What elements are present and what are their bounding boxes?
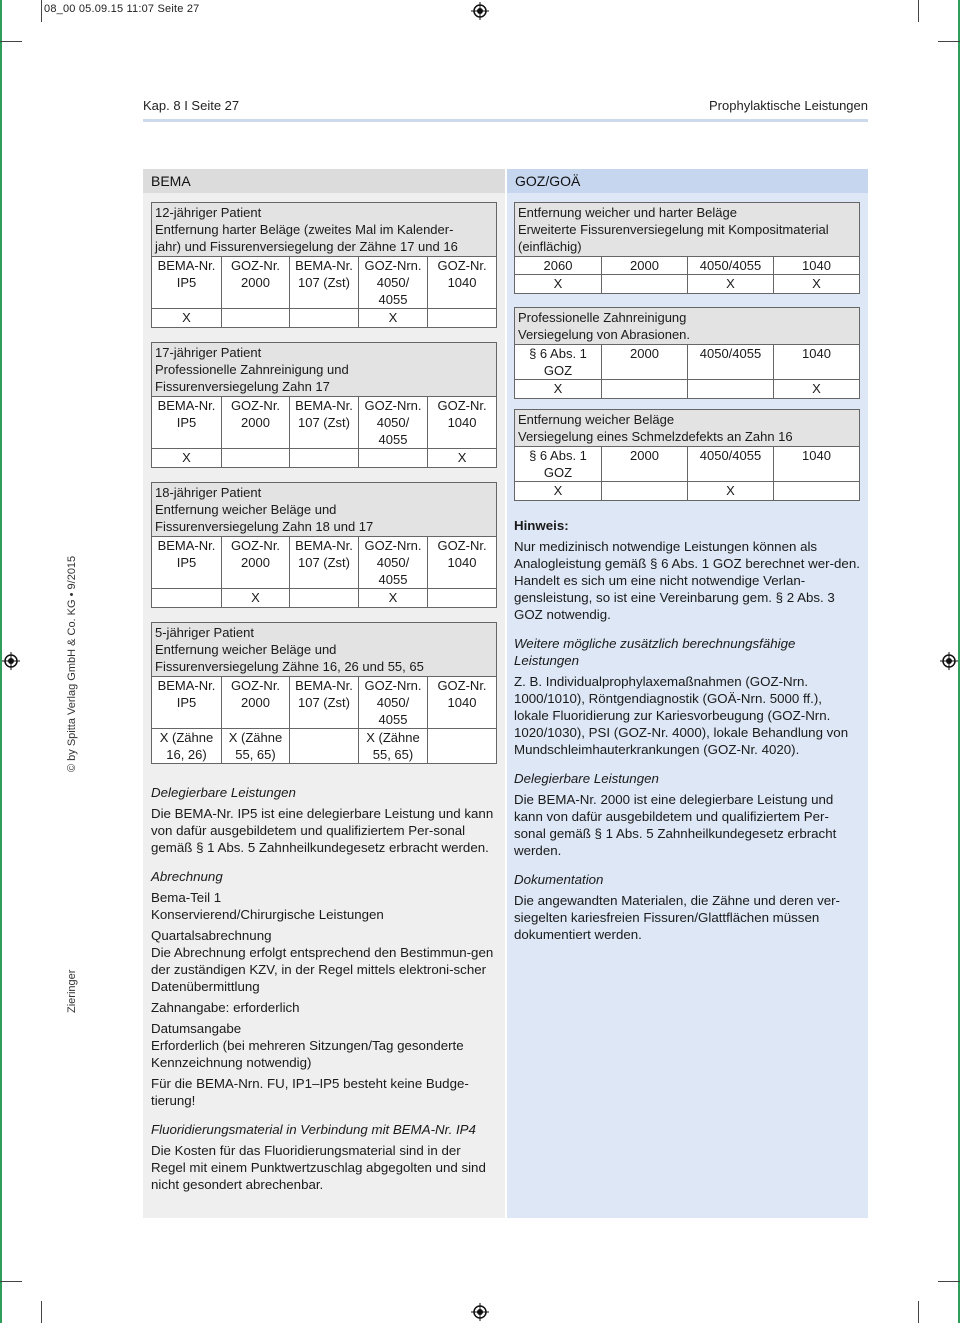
- mark-cell: X: [152, 449, 222, 468]
- cell-line: BEMA-Nr.: [157, 538, 216, 553]
- code-cell: 1040: [774, 447, 860, 482]
- fluoride-text: Die Kosten für das Fluoridierungsmaterial sind in der Regel mit einem Punktwertzuschlag abgegolten und sind nicht gesondert abrechenbar.: [151, 1143, 486, 1192]
- cell-line: 107 (Zst): [297, 415, 350, 430]
- code-cell: 1040: [774, 345, 860, 380]
- cell-line: 2000: [241, 415, 270, 430]
- author-name: Zieringer: [66, 969, 78, 1013]
- header-divider: [143, 119, 868, 122]
- cell-line: Professionelle Zahnreinigung: [518, 310, 687, 325]
- goz-table-2: [514, 307, 860, 399]
- cell-line: 2000: [241, 695, 270, 710]
- cell-line: 4055: [378, 572, 408, 587]
- mark-cell: X: [359, 589, 428, 608]
- mark-cell: [428, 309, 497, 328]
- code-header-cell: [222, 257, 290, 309]
- cell-line: 4050/: [376, 555, 410, 570]
- mark-cell: X: [774, 275, 860, 294]
- cell-line: Fissurenversiegelung Zähne 16, 26 und 55, 65: [155, 659, 424, 674]
- cell-line: GOZ-Nrn.: [364, 678, 422, 693]
- goz-table-3: [514, 409, 860, 501]
- registration-mark-icon: [471, 2, 489, 20]
- billing-line: Bema-Teil 1: [151, 890, 222, 905]
- cell-line: Entfernung weicher Beläge und: [155, 642, 337, 657]
- mark-cell: [428, 729, 497, 764]
- mark-cell: [688, 380, 774, 399]
- case-title: [152, 623, 497, 677]
- code-header-cell: [428, 257, 497, 309]
- code-header-cell: [152, 257, 222, 309]
- case-title: [152, 483, 497, 537]
- billing-line: Quartalsabrechnung: [151, 928, 272, 943]
- code-header-cell: [152, 677, 222, 729]
- code-header-cell: [359, 257, 428, 309]
- cell-line: Entfernung weicher Beläge: [518, 412, 675, 427]
- cell-line: 4050/: [376, 275, 410, 290]
- cell-line: 2000: [241, 275, 270, 290]
- code-cell: 2000: [602, 257, 688, 275]
- cell-line: IP5: [176, 695, 197, 710]
- mark-cell: X (Zähne 55, 65): [222, 729, 290, 764]
- note-text: Nur medizinisch notwendige Leistungen können als Analogleistung gemäß § 6 Abs. 1 GOZ berechnet wer-den. Handelt es sich um eine nicht notwendige Verlan-gensleistung, so ist eine Vereinbarung gem. § 2 Abs. 3 GOZ notwendig.: [514, 539, 860, 622]
- code-cell: 2060: [515, 257, 602, 275]
- cell-line: 4055: [378, 292, 408, 307]
- mark-cell: X: [222, 589, 290, 608]
- cell-line: 1040: [447, 275, 477, 290]
- mark-cell: X (Zähne 16, 26): [152, 729, 222, 764]
- mark-cell: X (Zähne 55, 65): [359, 729, 428, 764]
- billing-line: Zahnangabe: erforderlich: [151, 1000, 300, 1015]
- registration-mark-icon: [471, 1303, 489, 1321]
- page-header-left: Kap. 8 I Seite 27: [143, 98, 240, 113]
- code-header-cell: [222, 397, 290, 449]
- mark-cell: X: [515, 482, 602, 501]
- mark-cell: [602, 275, 688, 294]
- cell-line: GOZ-Nr.: [437, 538, 487, 553]
- crop-mark: [938, 1281, 960, 1282]
- code-header-cell: [152, 397, 222, 449]
- right-text-section: [514, 517, 860, 947]
- case-title: [152, 343, 497, 397]
- cell-line: 12-jähriger Patient: [155, 205, 262, 220]
- cell-line: 4050/: [376, 695, 410, 710]
- code-cell: 2000: [602, 447, 688, 482]
- crop-mark: [0, 41, 22, 42]
- mark-cell: [290, 589, 359, 608]
- code-cell: 2000: [602, 345, 688, 380]
- code-header-cell: [359, 677, 428, 729]
- code-cell: 4050/4055: [688, 345, 774, 380]
- registration-mark-icon: [940, 652, 958, 670]
- mark-cell: [428, 589, 497, 608]
- documentation-heading: Dokumentation: [514, 872, 604, 887]
- crop-mark: [918, 1301, 919, 1323]
- delegable-heading: Delegierbare Leistungen: [514, 771, 659, 786]
- cell-line: GOZ-Nr.: [230, 258, 281, 273]
- fluoride-heading: Fluoridierungsmaterial in Verbindung mit BEMA-Nr. IP4: [151, 1122, 476, 1137]
- code-header-cell: [222, 677, 290, 729]
- cell-line: Versiegelung eines Schmelzdefekts an Zahn 16: [518, 429, 793, 444]
- cell-line: 5-jähriger Patient: [155, 625, 254, 640]
- cell-line: 4055: [378, 432, 408, 447]
- crop-mark: [0, 1281, 22, 1282]
- cell-line: 107 (Zst): [297, 695, 350, 710]
- mark-cell: [359, 449, 428, 468]
- mark-cell: X: [359, 309, 428, 328]
- crop-mark: [938, 41, 960, 42]
- delegable-text: Die BEMA-Nr. IP5 ist eine delegierbare Leistung und kann von dafür ausgebildetem und qualifiziertem Per-sonal gemäß § 1 Abs. 5 Zahnheilkundegesetz erbracht werden.: [151, 806, 494, 855]
- cell-line: Entfernung harter Beläge (zweites Mal im Kalender-: [155, 222, 454, 237]
- cell-line: jahr) und Fissurenversiegelung der Zähne 17 und 16: [155, 239, 458, 254]
- documentation-text: Die angewandten Materialen, die Zähne und deren ver-siegelten kariesfreien Fissuren/Glattflächen müssen dokumentiert werden.: [514, 893, 840, 942]
- code-header-cell: [222, 537, 290, 589]
- code-cell: 1040: [774, 257, 860, 275]
- cell-line: GOZ-Nr.: [230, 538, 281, 553]
- cell-line: BEMA-Nr.: [295, 398, 353, 413]
- registration-mark-icon: [2, 652, 20, 670]
- mark-cell: X: [515, 380, 602, 399]
- cell-line: IP5: [176, 275, 197, 290]
- bema-heading: BEMA: [143, 169, 505, 193]
- delegable-text: Die BEMA-Nr. 2000 ist eine delegierbare Leistung und kann von dafür ausgebildetem und qualifiziertem Per-sonal gemäß § 1 Abs. 5 Zahnheilkundegesetz erbracht werden.: [514, 792, 837, 858]
- cell-line: Fissurenversiegelung Zahn 17: [155, 379, 330, 394]
- cell-line: GOZ-Nr.: [437, 398, 487, 413]
- cell-line: 107 (Zst): [297, 555, 350, 570]
- mark-cell: [290, 729, 359, 764]
- delegable-heading: Delegierbare Leistungen: [151, 785, 296, 800]
- mark-cell: X: [428, 449, 497, 468]
- cell-line: GOZ-Nrn.: [364, 398, 422, 413]
- cell-line: BEMA-Nr.: [157, 398, 216, 413]
- service-title: [515, 203, 860, 257]
- mark-cell: [152, 589, 222, 608]
- bema-table-case-5: [151, 622, 497, 764]
- cell-line: BEMA-Nr.: [295, 678, 353, 693]
- code-header-cell: [290, 677, 359, 729]
- cell-line: BEMA-Nr.: [157, 678, 216, 693]
- crop-mark: [918, 0, 919, 22]
- cell-line: GOZ-Nr.: [230, 678, 281, 693]
- mark-cell: [774, 482, 860, 501]
- cell-line: 4055: [378, 712, 408, 727]
- code-header-cell: [359, 397, 428, 449]
- mark-cell: X: [152, 309, 222, 328]
- billing-line: Die Abrechnung erfolgt entsprechend den Bestimmun-gen der zuständigen KZV, in der Regel mittels elektroni-scher Datenübermittlung: [151, 945, 494, 994]
- mark-cell: [222, 309, 290, 328]
- crop-mark: [41, 1301, 42, 1323]
- cell-line: BEMA-Nr.: [295, 258, 353, 273]
- code-header-cell: [290, 397, 359, 449]
- code-header-cell: [152, 537, 222, 589]
- goz-heading: GOZ/GOÄ: [507, 169, 868, 193]
- cell-line: (einflächig): [518, 239, 582, 254]
- service-title: [515, 410, 860, 447]
- mark-cell: X: [515, 275, 602, 294]
- code-header-cell: [428, 677, 497, 729]
- cell-line: 2000: [241, 555, 270, 570]
- cell-line: GOZ-Nrn.: [364, 258, 422, 273]
- cell-line: Versiegelung von Abrasionen.: [518, 327, 691, 342]
- mark-cell: [290, 449, 359, 468]
- cell-line: 17-jähriger Patient: [155, 345, 262, 360]
- code-header-cell: [428, 397, 497, 449]
- additional-services-text: Z. B. Individualprophylaxemaßnahmen (GOZ-Nrn. 1000/1010), Röntgendiagnostik (GOÄ-Nrn. 5000 ff.), lokale Fluoridierung zur Kariesvorbeugung (GOZ-Nrn. 1020/1030), PSI (GOZ-Nr. 4000), lokale Behandlung von Mundschleimhauterkrankungen (GOZ-Nr. 4020).: [514, 674, 849, 757]
- code-cell: 4050/4055: [688, 447, 774, 482]
- crop-mark: [41, 0, 42, 22]
- cell-line: GOZ-Nrn.: [364, 538, 422, 553]
- copyright-note: © by Spitta Verlag GmbH & Co. KG • 9/2015: [66, 555, 78, 772]
- service-title: [515, 308, 860, 345]
- goz-table-1: [514, 202, 860, 294]
- mark-cell: [602, 482, 688, 501]
- cell-line: 18-jähriger Patient: [155, 485, 262, 500]
- cell-line: Professionelle Zahnreinigung und: [155, 362, 349, 377]
- code-header-cell: [428, 537, 497, 589]
- cell-line: Entfernung weicher Beläge und: [155, 502, 337, 517]
- print-slug: 08_00 05.09.15 11:07 Seite 27: [44, 3, 200, 15]
- code-cell: § 6 Abs. 1 GOZ: [515, 447, 602, 482]
- mark-cell: [290, 309, 359, 328]
- cell-line: IP5: [176, 555, 197, 570]
- cell-line: Entfernung weicher und harter Beläge: [518, 205, 737, 220]
- cell-line: 4050/: [376, 415, 410, 430]
- case-title: [152, 203, 497, 257]
- cell-line: 1040: [447, 695, 477, 710]
- cell-line: 1040: [447, 555, 477, 570]
- cell-line: GOZ-Nr.: [437, 678, 487, 693]
- mark-cell: X: [688, 275, 774, 294]
- billing-line: Erforderlich (bei mehreren Sitzungen/Tag gesonderte Kennzeichnung notwendig): [151, 1038, 464, 1070]
- cell-line: GOZ-Nr.: [230, 398, 281, 413]
- cell-line: BEMA-Nr.: [295, 538, 353, 553]
- cell-line: IP5: [176, 415, 197, 430]
- page-header-right: Prophylaktische Leistungen: [709, 98, 868, 113]
- bema-table-case-18: [151, 482, 497, 608]
- additional-services-heading: Weitere mögliche zusätzlich berechnungsfähige Leistungen: [514, 636, 796, 668]
- cell-line: Fissurenversiegelung Zahn 18 und 17: [155, 519, 374, 534]
- code-cell: § 6 Abs. 1 GOZ: [515, 345, 602, 380]
- cell-line: BEMA-Nr.: [157, 258, 216, 273]
- cell-line: Erweiterte Fissurenversiegelung mit Kompositmaterial: [518, 222, 829, 237]
- cell-line: 107 (Zst): [297, 275, 350, 290]
- billing-heading: Abrechnung: [151, 869, 223, 884]
- code-header-cell: [359, 537, 428, 589]
- code-header-cell: [290, 257, 359, 309]
- code-cell: 4050/4055: [688, 257, 774, 275]
- mark-cell: X: [774, 380, 860, 399]
- cell-line: GOZ-Nr.: [437, 258, 487, 273]
- billing-line: Für die BEMA-Nrn. FU, IP1–IP5 besteht keine Budge-tierung!: [151, 1076, 469, 1108]
- bema-table-case-12: [151, 202, 497, 328]
- bema-table-case-17: [151, 342, 497, 468]
- cell-line: 1040: [447, 415, 477, 430]
- left-text-section: [151, 784, 497, 1197]
- note-heading: Hinweis:: [514, 518, 569, 533]
- mark-cell: [222, 449, 290, 468]
- mark-cell: X: [688, 482, 774, 501]
- code-header-cell: [290, 537, 359, 589]
- mark-cell: [602, 380, 688, 399]
- billing-line: Datumsangabe: [151, 1021, 242, 1036]
- billing-line: Konservierend/Chirurgische Leistungen: [151, 907, 384, 922]
